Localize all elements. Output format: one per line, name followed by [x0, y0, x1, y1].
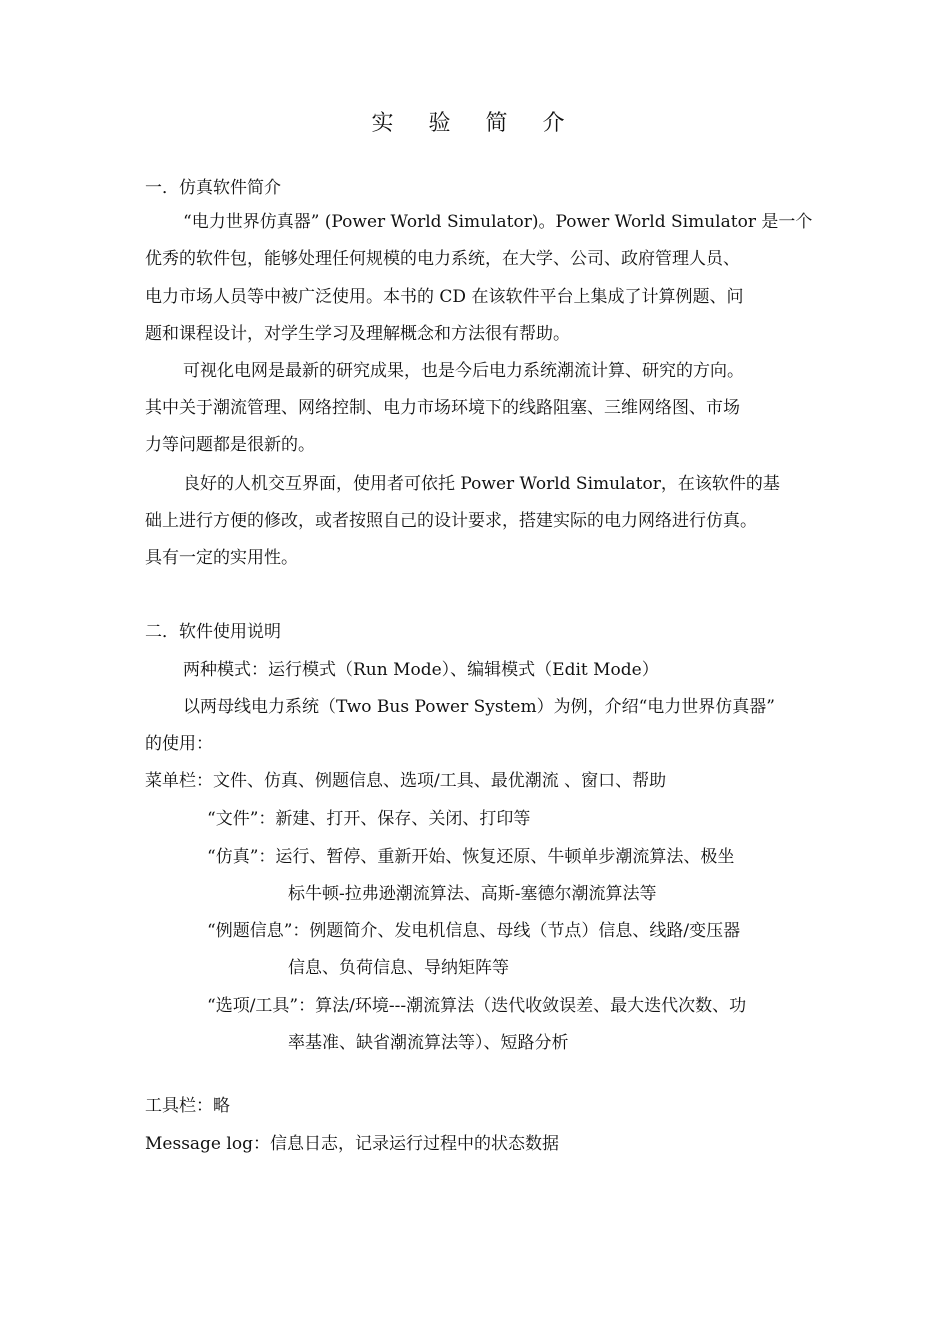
- paragraph-line: 其中关于潮流管理、网络控制、电力市场环境下的线路阻塞、三维网络图、市场: [145, 398, 740, 418]
- example-menu-line: 信息、负荷信息、导纳矩阵等: [288, 958, 509, 978]
- options-menu-line: 率基准、缺省潮流算法等）、短路分析: [288, 1033, 569, 1053]
- paragraph-line: 电力市场人员等中被广泛使用。本书的 CD 在该软件平台上集成了计算例题、问: [145, 287, 744, 307]
- message-log-line: Message log：信息日志，记录运行过程中的状态数据: [145, 1134, 559, 1154]
- file-menu-line: “文件”：新建、打开、保存、关闭、打印等: [207, 809, 531, 829]
- section1-heading: 一．仿真软件简介: [145, 178, 281, 198]
- page-title: 实 验 简 介: [371, 111, 579, 136]
- paragraph-line: 础上进行方便的修改，或者按照自己的设计要求，搭建实际的电力网络进行仿真。: [145, 511, 757, 531]
- paragraph-line: 力等问题都是很新的。: [145, 435, 315, 455]
- paragraph-line: “电力世界仿真器” (Power World Simulator)。Power World Simulator 是一个: [183, 212, 813, 232]
- paragraph-line: 题和课程设计，对学生学习及理解概念和方法很有帮助。: [145, 324, 570, 344]
- example-menu-line: “例题信息”：例题简介、发电机信息、母线（节点）信息、线路/变压器: [207, 921, 741, 941]
- example-line: 的使用：: [145, 734, 213, 754]
- options-menu-line: “选项/工具”：算法/环境---潮流算法（迭代收敛误差、最大迭代次数、功: [207, 996, 747, 1016]
- sim-menu-line: 标牛顿-拉弗逊潮流算法、高斯-塞德尔潮流算法等: [288, 884, 657, 904]
- sim-menu-line: “仿真”：运行、暂停、重新开始、恢复还原、牛顿单步潮流算法、极坐: [207, 847, 735, 867]
- example-line: 以两母线电力系统（Two Bus Power System）为例，介绍“电力世界仿真器”: [183, 697, 775, 717]
- paragraph-line: 具有一定的实用性。: [145, 548, 298, 568]
- modes-line: 两种模式：运行模式（Run Mode）、编辑模式（Edit Mode）: [183, 660, 659, 680]
- menubar-line: 菜单栏：文件、仿真、例题信息、选项/工具、最优潮流 、窗口、帮助: [145, 771, 667, 791]
- paragraph-line: 可视化电网是最新的研究成果，也是今后电力系统潮流计算、研究的方向。: [183, 361, 744, 381]
- toolbar-line: 工具栏：略: [145, 1096, 230, 1116]
- paragraph-line: 优秀的软件包，能够处理任何规模的电力系统，在大学、公司、政府管理人员、: [145, 249, 740, 269]
- section2-heading: 二．软件使用说明: [145, 622, 281, 642]
- paragraph-line: 良好的人机交互界面，使用者可依托 Power World Simulator，在该软件的基: [183, 474, 780, 494]
